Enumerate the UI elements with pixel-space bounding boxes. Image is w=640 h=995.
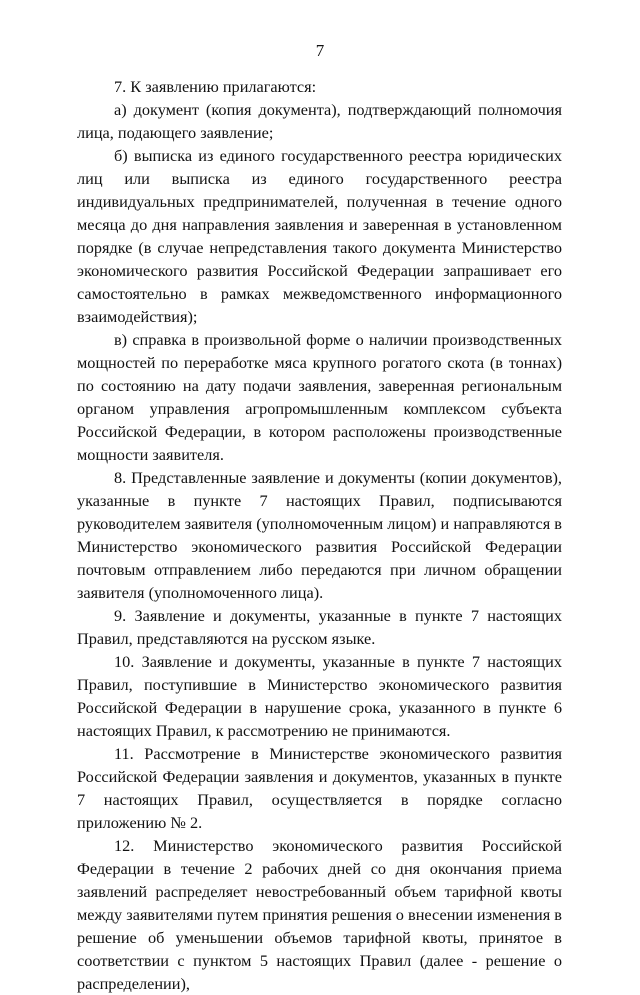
- paragraph-12: 12. Министерство экономического развития Российской Федерации в течение 2 рабочих дней со дня окончания приема заявлений распределяет невостребованный объем тарифной квоты между заявителями путем принятия решения о внесении изменения в решение об уменьшении объемов тарифной квоты, принятое в соответствии с пунктом 5 настоящих Правил (далее - решение о распределении),: [77, 836, 562, 993]
- paragraph-7b: б) выписка из единого государственного реестра юридических лиц или выписка из единого государственного реестра индивидуальных предпринимателей, полученная в течение одного месяца до дня направления заявления и заверенная в установленном порядке (в случае непредставления такого документа Министерство экономического развития Российской Федерации запрашивает его самостоятельно в рамках межведомственного информационного взаимодействия);: [77, 146, 562, 326]
- page-number: 7: [315, 41, 325, 60]
- paragraph-7v: в) справка в произвольной форме о наличии производственных мощностей по переработке мяса крупного рогатого скота (в тоннах) по состоянию на дату подачи заявления, заверенная региональным органом управления агропромышленным комплексом субъекта Российской Федерации, в котором расположены производственные мощности заявителя.: [77, 330, 562, 464]
- paragraph-9: 9. Заявление и документы, указанные в пункте 7 настоящих Правил, представляются на русском языке.: [77, 606, 562, 648]
- paragraph-7-heading: 7. К заявлению прилагаются:: [114, 77, 317, 96]
- paragraph-11: 11. Рассмотрение в Министерстве экономического развития Российской Федерации заявления и документов, указанных в пункте 7 настоящих Правил, осуществляется в порядке согласно приложению № 2.: [77, 744, 562, 832]
- document-body: [77, 75, 562, 995]
- paragraph-10: 10. Заявление и документы, указанные в пункте 7 настоящих Правил, поступившие в Министерство экономического развития Российской Федерации в нарушение срока, указанного в пункте 6 настоящих Правил, к рассмотрению не принимаются.: [77, 652, 562, 740]
- paragraph-7a: а) документ (копия документа), подтверждающий полномочия лица, подающего заявление;: [77, 100, 562, 142]
- paragraph-8: 8. Представленные заявление и документы (копии документов), указанные в пункте 7 настоящих Правил, подписываются руководителем заявителя (уполномоченным лицом) и направляются в Министерство экономического развития Российской Федерации почтовым отправлением либо передаются при личном обращении заявителя (уполномоченного лица).: [77, 468, 562, 602]
